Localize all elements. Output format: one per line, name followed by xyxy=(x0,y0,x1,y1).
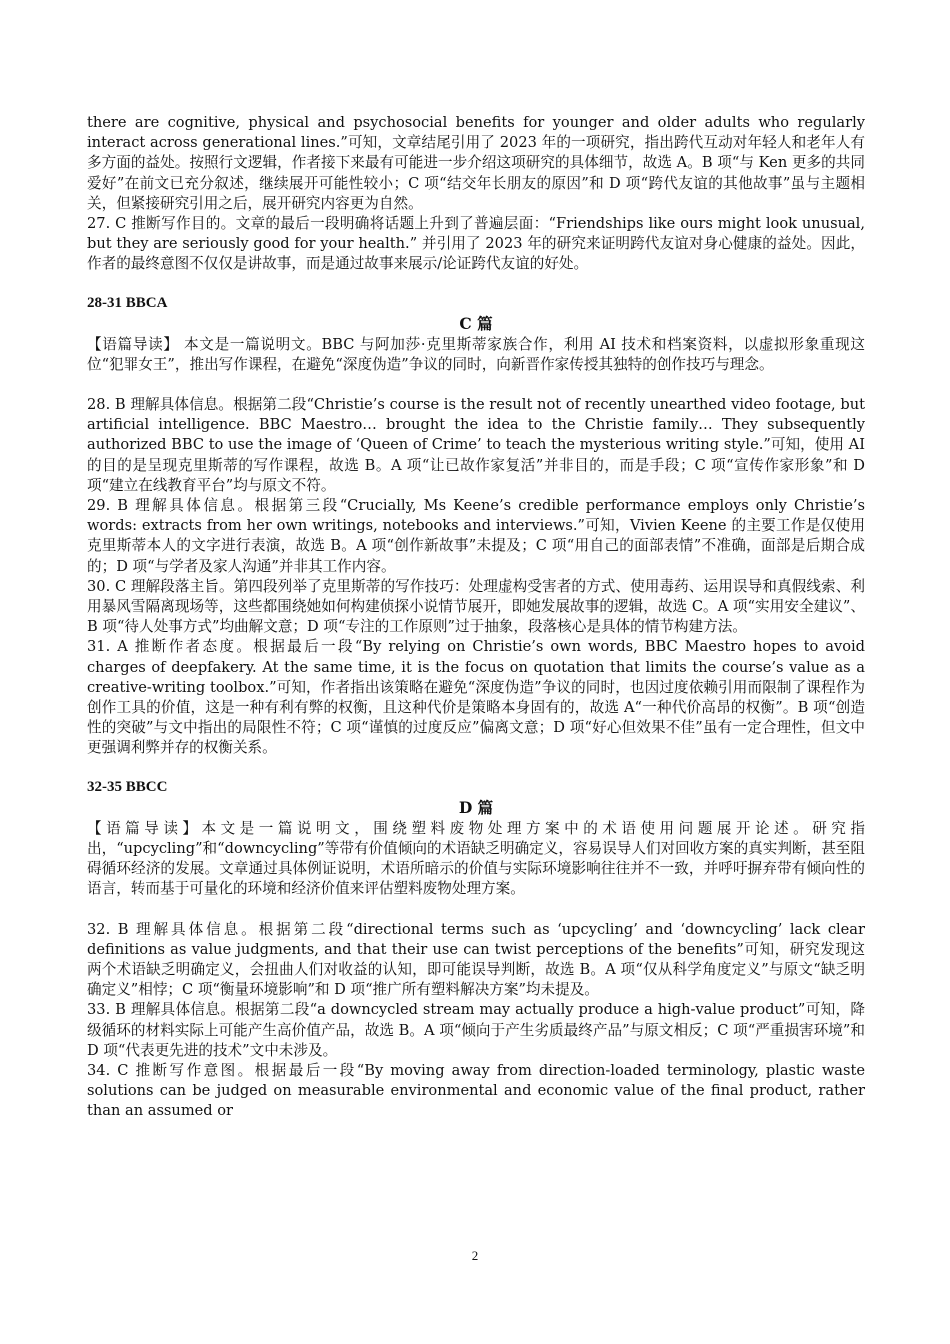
paragraph-26-continued: there are cognitive, physical and psychosocial benefits for younger and older adults who regularly interact across generational lines.”可知，文章结尾引用了 2023 年的一项研究，指出跨代互动对年轻人和老年人有多方面的益处。按照行文逻辑，作者接下来最有可能进一步介绍这项研究的具体细节，故选 A。B 项“与 Ken 更多的共同爱好”在前文已充分叙述，继续展开可能性较小；C 项“结交年长朋友的原因”和 D 项“跨代友谊的其他故事”虽与主题相关，但紧接研究引用之后，展开研究内容更为自然。 xyxy=(87,114,865,212)
item-34: 34. C 推断写作意图。根据最后一段“By moving away from direction-loaded terminology, plastic waste solutions can be judged on measurable environmental and economic value of the final product, rather than an assumed or xyxy=(87,1061,865,1120)
intro-c: 【语篇导读】 本文是一篇说明文。BBC 与阿加莎·克里斯蒂家族合作，利用 AI 技术和档案资料，以虚拟形象重现这位“犯罪女王”，推出写作课程，在避免“深度伪造”争议的同时，向新晋作家传授其独特的创作技巧与理念。 xyxy=(87,335,865,373)
section-title-d: D 篇 xyxy=(458,797,494,817)
item-28: 28. B 理解具体信息。根据第二段“Christie’s course is the result not of recently unearthed video footage, but artificial intelligence. BBC Maestro… brought the idea to the Christie family… They subsequently authorized BBC to use the image of ‘Queen of Crime’ to teach the mysterious writing style.”可知，使用 AI 的目的是呈现克里斯蒂的写作课程，故选 B。A 项“让已故作家复活”并非目的，而是手段；C 项“宣传作家形象”和 D 项“建立在线教育平台”均与原文不符。 xyxy=(87,396,865,494)
answers-d: 32-35 BBCC xyxy=(87,778,168,795)
answers-c: 28-31 BBCA xyxy=(87,294,168,311)
item-32: 32. B 理解具体信息。根据第二段“directional terms such as ‘upcycling’ and ‘downcycling’ lack clear definitions as value judgments, and that their use can twist perceptions of the benefits”可知，研究发现这两个术语缺乏明确定义，会扭曲人们对收益的认知，即可能误导判断，故选 B。A 项“仅从科学角度定义”与原文“缺乏明确定义”相悖；C 项“衡量环境影响”和 D 项“推广所有塑料解决方案”均未提及。 xyxy=(87,920,865,999)
item-30: 30. C 理解段落主旨。第四段列举了克里斯蒂的写作技巧：处理虚构受害者的方式、使用毒药、运用误导和真假线索、利用暴风雪隔离现场等，这些都围绕她如何构建侦探小说情节展开，即她发展故事的逻辑，故选 C。A 项“实用安全建议”、B 项“待人处事方式”均曲解文意；D 项“专注的工作原则”过于抽象，段落核心是具体的情节构建方法。 xyxy=(87,577,865,636)
paragraph-27: 27. C 推断写作目的。文章的最后一段明确将话题上升到了普遍层面：“Friendships like ours might look unusual, but they are seriously good for your health.” 并引用了 2023 年的研究来证明跨代友谊对身心健康的益处。因此，作者的最终意图不仅仅是讲故事，而是通过故事来展示/论证跨代友谊的好处。 xyxy=(87,215,865,273)
document-page xyxy=(87,113,865,1122)
item-31: 31. A 推断作者态度。根据最后一段“By relying on Christie’s own words, BBC Maestro hopes to avoid charges of deepfakery. At the same time, it is the focus on quotation that limits the course’s value as a creative-writing toolbox.”可知，作者指出该策略在避免“深度伪造”争议的同时，也因过度依赖引用而限制了课程作为创作工具的价值，这是一种有利有弊的权衡，且这种代价是策略本身固有的，故选 A“一种代价高昂的权衡”。B 项“创造性的突破”与文中指出的局限性不符；C 项“谨慎的过度反应”偏离文意；D 项“好心但效果不佳”虽有一定合理性，但文中更强调利弊并存的权衡关系。 xyxy=(87,638,865,757)
intro-d: 【语篇导读】本文是一篇说明文，围绕塑料废物处理方案中的术语使用问题展开论述。研究指出，“upcycling”和“downcycling”等带有价值倾向的术语缺乏明确定义，容易误导人们对回收方案的真实判断，甚至阻碍循环经济的发展。文章通过具体例证说明，术语所暗示的价值与实际环境影响往往并不一致，并呼吁摒弃带有倾向性的语言，转而基于可量化的环境和经济价值来评估塑料废物处理方案。 xyxy=(87,819,865,898)
item-33: 33. B 理解具体信息。根据第二段“a downcycled stream may actually produce a high-value product”可知，降级循环的材料实际上可能产生高价值产品，故选 B。A 项“倾向于产生劣质最终产品”与原文相反；C 项“严重损害环境”和 D 项“代表更先进的技术”文中未涉及。 xyxy=(87,1001,865,1059)
item-29: 29. B 理解具体信息。根据第三段“Crucially, Ms Keene’s credible performance employs only Christie’s words: extracts from her own writings, notebooks and interviews.”可知，Vivien Keene 的主要工作是仅使用克里斯蒂本人的文字进行表演，故选 B。A 项“创作新故事”未提及；C 项“用自己的面部表情”不准确，面部是后期合成的；D 项“与学者及家人沟通”并非其工作内容。 xyxy=(87,497,865,575)
page-number: 2 xyxy=(471,1248,479,1263)
section-title-c: C 篇 xyxy=(459,313,493,333)
